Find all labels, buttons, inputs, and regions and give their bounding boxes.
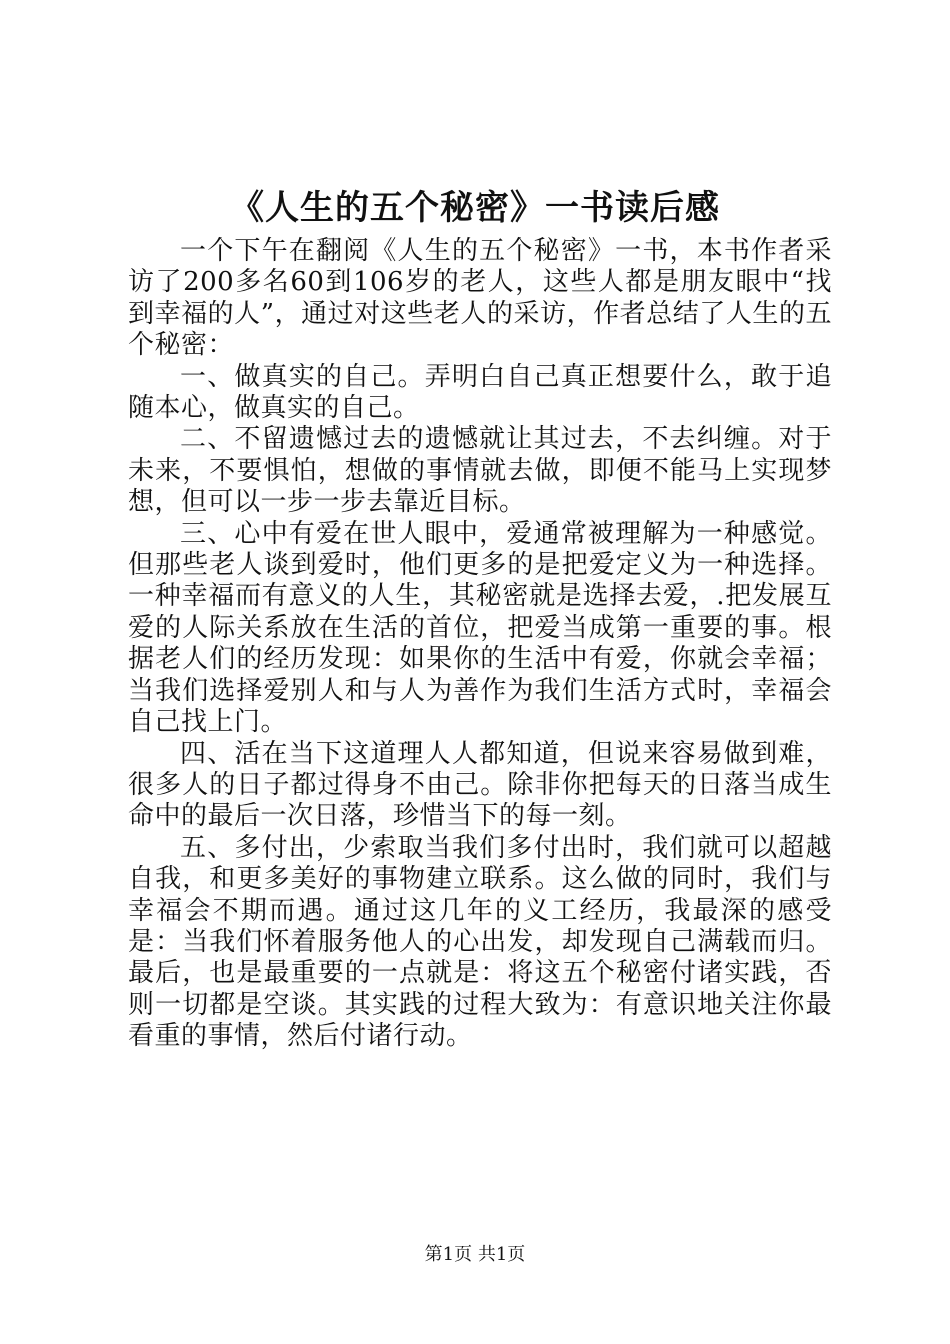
- paragraph-secret-5: 五、多付出，少索取当我们多付出时，我们就可以超越自我，和更多美好的事物建立联系。这么做的同时，我们与幸福会不期而遇。通过这几年的义工经历，我最深的感受是：当我们怀着服务他人的心出发，却发现自己满载而归。最后，也是最重要的一点就是：将这五个秘密付诸实践，否则一切都是空谈。其实践的过程大致为：有意识地关注你最看重的事情，然后付诸行动。: [128, 832, 832, 1052]
- paragraph-secret-3: 三、心中有爱在世人眼中，爱通常被理解为一种感觉。但那些老人谈到爱时，他们更多的是把爱定义为一种选择。一种幸福而有意义的人生，其秘密就是选择去爱，.把发展互爱的人际关系放在生活的首位，把爱当成第一重要的事。根据老人们的经历发现：如果你的生活中有爱，你就会幸福；当我们选择爱别人和与人为善作为我们生活方式时，幸福会自己找上门。: [128, 518, 832, 738]
- page-footer: 第1页 共1页: [424, 1244, 526, 1265]
- paragraph-intro: 一个下午在翻阅《人生的五个秘密》一书，本书作者采访了200多名60到106岁的老人，这些人都是朋友眼中“找到幸福的人”，通过对这些老人的采访，作者总结了人生的五个秘密：: [128, 236, 832, 361]
- paragraph-secret-1: 一、做真实的自己。弄明白自己真正想要什么，敢于追随本心，做真实的自己。: [128, 361, 832, 424]
- document-title: 《人生的五个秘密》一书读后感: [230, 188, 720, 228]
- paragraph-secret-4: 四、活在当下这道理人人都知道，但说来容易做到难，很多人的日子都过得身不由己。除非你把每天的日落当成生命中的最后一次日落，珍惜当下的每一刻。: [128, 738, 832, 832]
- document-body: [128, 236, 832, 1053]
- paragraph-secret-2: 二、不留遗憾过去的遗憾就让其过去，不去纠缠。对于未来，不要惧怕，想做的事情就去做，即便不能马上实现梦想，但可以一步一步去靠近目标。: [128, 424, 832, 518]
